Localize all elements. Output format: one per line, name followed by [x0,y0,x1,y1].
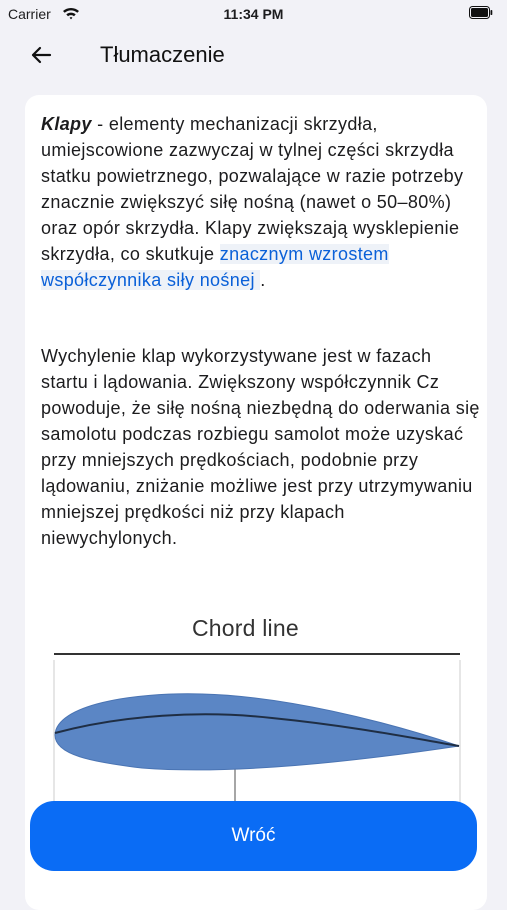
navigation-bar [0,30,507,80]
definition-text: - elementy mechanizacji skrzydła, umiejscowione zazwyczaj w tylnej części skrzydła statku powietrznego, pozwalające w razie potrzeby znacznie zwiększyć siłę nośną (nawet o 50–80%) oraz opór skrzydła. Klapy zwiększają wysklepienie skrzydła, co skutkuje [41,114,464,264]
clock: 11:34 PM [223,6,284,22]
arrow-left-icon [30,46,52,64]
back-bottom-button[interactable]: Wróć [30,801,477,871]
description-paragraph: Wychylenie klap wykorzystywane jest w fazach startu i lądowania. Zwiększony współczynnik Cz powoduje, że siłę nośną niezbędną do oderwania się samolotu podczas rozbiegu samolot może uzyskać przy mniejszych prędkościach, podobnie przy lądowaniu, zniżanie możliwe jest przy utrzymywaniu mniejszej prędkości niż przy klapach niewychylonych. [41,346,480,548]
definition-paragraph [41,111,481,293]
content-card [25,95,487,910]
page-title: Tłumaczenie [100,42,225,67]
definition-link[interactable]: znacznym wzrostem współczynnika siły nośnej [41,244,389,290]
status-bar [0,0,507,30]
definition-end: . [260,270,266,290]
airfoil-image [52,610,462,830]
term-label: Klapy [41,114,92,134]
airfoil-diagram [52,610,462,830]
battery-icon [469,6,493,19]
carrier-label: Carrier [8,6,51,22]
chord-line-label: Chord line [192,615,299,641]
back-button[interactable] [24,40,58,70]
airfoil-shape [55,694,459,770]
